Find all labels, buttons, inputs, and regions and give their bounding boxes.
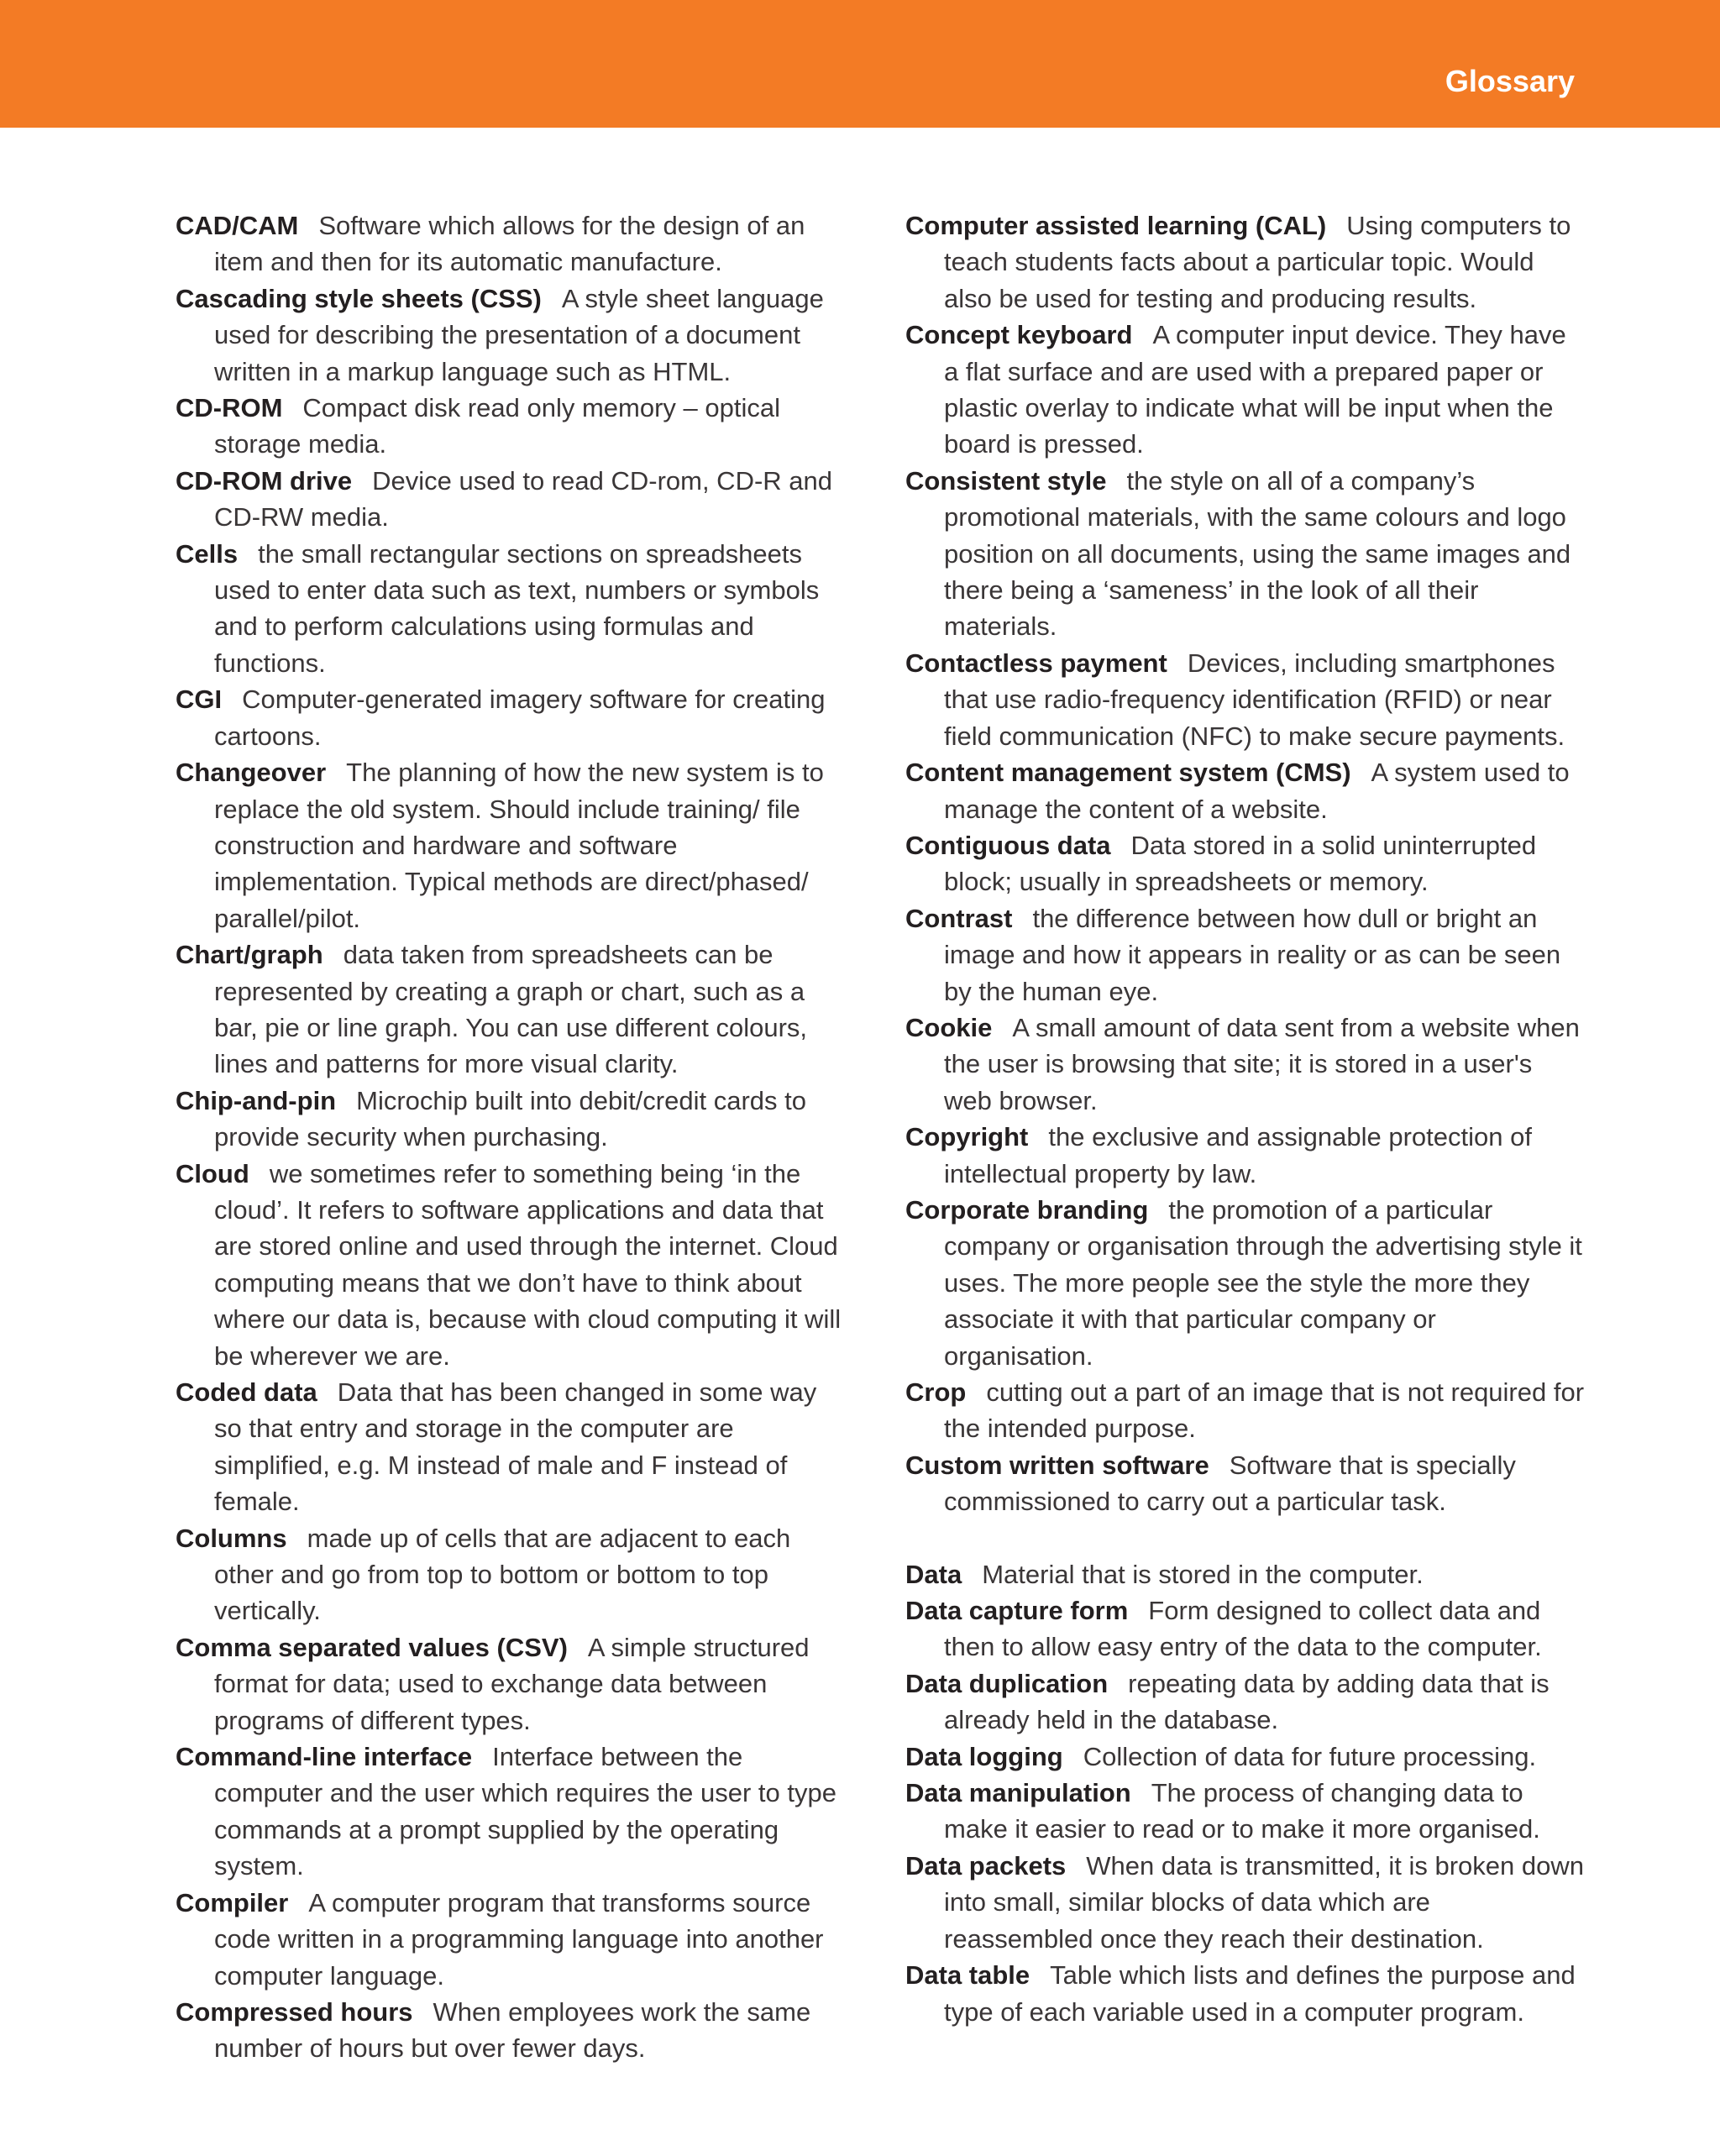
glossary-entry xyxy=(905,900,1586,1010)
glossary-term: Comma separated values (CSV) xyxy=(176,1632,568,1662)
glossary-definition: A style sheet language used for describing the presentation of a document written in a markup language such as HTML. xyxy=(214,283,824,386)
glossary-definition: the style on all of a company’s promotional materials, with the same colours and logo position on all documents, using the same images and there being a ‘sameness’ in the look of all their materials. xyxy=(944,465,1571,642)
glossary-term: Compiler xyxy=(176,1887,289,1917)
header-band xyxy=(0,0,1720,128)
glossary-definition: Compact disk read only memory – optical storage media. xyxy=(214,393,780,459)
glossary-term: Content management system (CMS) xyxy=(905,758,1351,788)
glossary-entry xyxy=(905,1739,1586,1775)
glossary-entry xyxy=(176,463,847,536)
glossary-entry xyxy=(176,1885,847,1994)
glossary-definition: A small amount of data sent from a website when the user is browsing that site; it is stored in a user's web browser. xyxy=(944,1012,1580,1115)
glossary-entry xyxy=(905,1957,1586,2030)
glossary-term: CD-ROM xyxy=(176,393,283,423)
glossary-definition: When data is transmitted, it is broken down into small, similar blocks of data which are reassembled once they reach their destination. xyxy=(944,1850,1585,1954)
glossary-entry xyxy=(905,1374,1586,1447)
glossary-entry xyxy=(905,754,1586,827)
glossary-definition: Computer-generated imagery software for creating cartoons. xyxy=(214,685,826,751)
glossary-entry xyxy=(176,1629,847,1739)
glossary-entry xyxy=(905,207,1586,317)
glossary-definition: Device used to read CD-rom, CD-R and CD-RW media. xyxy=(214,465,832,532)
glossary-definition: A computer input device. They have a flat surface and are used with a prepared paper or plastic overlay to indicate what will be input when the board is pressed. xyxy=(944,320,1566,459)
glossary-term: Command-line interface xyxy=(176,1742,473,1772)
glossary-definition: the promotion of a particular company or organisation through the advertising style it uses. The more people see the style the more they associate it with that particular company or organisation. xyxy=(944,1194,1582,1371)
glossary-entry xyxy=(176,1994,847,2067)
glossary-definition: A computer program that transforms source code written in a programming language into another computer language. xyxy=(214,1887,824,1991)
glossary-entry xyxy=(905,317,1586,463)
glossary-definition: Using computers to teach students facts about a particular topic. Would also be used for testing and producing results. xyxy=(944,211,1571,313)
glossary-term: Copyright xyxy=(905,1122,1029,1152)
glossary-definition: the small rectangular sections on spreadsheets used to enter data such as text, numbers or symbols and to perform calculations using formulas and functions. xyxy=(214,538,820,678)
glossary-entry xyxy=(905,1556,1586,1592)
glossary-definition: Material that is stored in the computer. xyxy=(982,1559,1424,1589)
glossary-definition: A simple structured format for data; used to exchange data between programs of different types. xyxy=(214,1632,810,1735)
glossary-column-left xyxy=(176,207,847,2067)
glossary-term: Data capture form xyxy=(905,1596,1129,1626)
glossary-term: Cascading style sheets (CSS) xyxy=(176,283,542,313)
glossary-entry xyxy=(905,1192,1586,1374)
glossary-definition: Data stored in a solid uninterrupted block; usually in spreadsheets or memory. xyxy=(944,830,1537,897)
glossary-definition: The process of changing data to make it easier to read or to make it more organised. xyxy=(944,1778,1540,1844)
glossary-definition: data taken from spreadsheets can be represented by creating a graph or chart, such as a bar, pie or line graph. You can use different colours, lines and patterns for more visual clarity. xyxy=(214,940,808,1079)
glossary-definition: Software that is specially commissioned to carry out a particular task. xyxy=(944,1450,1516,1517)
page-title: Glossary xyxy=(1445,64,1575,98)
glossary-term: Cloud xyxy=(176,1158,249,1188)
glossary-definition: Form designed to collect data and then to allow easy entry of the data to the computer. xyxy=(944,1596,1542,1662)
glossary-definition: Microchip built into debit/credit cards to provide security when purchasing. xyxy=(214,1085,806,1152)
glossary-entry xyxy=(176,1520,847,1629)
glossary-term: Concept keyboard xyxy=(905,320,1133,350)
glossary-entry xyxy=(905,1775,1586,1848)
glossary-term: Contiguous data xyxy=(905,830,1111,860)
glossary-term: Changeover xyxy=(176,758,327,788)
glossary-entry xyxy=(905,1666,1586,1739)
glossary-definition: the exclusive and assignable protection of intellectual property by law. xyxy=(944,1122,1532,1188)
glossary-definition: repeating data by adding data that is already held in the database. xyxy=(944,1668,1550,1735)
glossary-term: Data packets xyxy=(905,1850,1067,1881)
glossary-term: Contrast xyxy=(905,903,1013,933)
glossary-term: Computer assisted learning (CAL) xyxy=(905,211,1327,240)
glossary-entry xyxy=(176,207,847,281)
glossary-entry xyxy=(905,645,1586,754)
glossary-entry xyxy=(905,827,1586,900)
glossary-definition: Devices, including smartphones that use radio-frequency identification (RFID) or near field communication (NFC) to make secure payments. xyxy=(944,648,1565,751)
glossary-entry xyxy=(905,1010,1586,1119)
glossary-entry xyxy=(176,390,847,463)
glossary-definition: Table which lists and defines the purpose and type of each variable used in a computer program. xyxy=(944,1960,1576,2027)
glossary-term: Data logging xyxy=(905,1741,1063,1771)
glossary-term: Columns xyxy=(176,1523,287,1553)
glossary-definition: A system used to manage the content of a website. xyxy=(944,758,1570,824)
glossary-column-right xyxy=(905,207,1586,2030)
glossary-term: Chip-and-pin xyxy=(176,1085,337,1115)
glossary-definition: the difference between how dull or bright an image and how it appears in reality or as can be seen by the human eye. xyxy=(944,903,1561,1006)
glossary-entry xyxy=(176,1739,847,1885)
glossary-entry xyxy=(176,936,847,1083)
glossary-entry xyxy=(176,681,847,754)
glossary-definition: When employees work the same number of hours but over fewer days. xyxy=(214,1996,811,2064)
glossary-entry xyxy=(176,1156,847,1374)
glossary-definition: cutting out a part of an image that is not required for the intended purpose. xyxy=(944,1377,1585,1444)
glossary-term: Contactless payment xyxy=(905,648,1167,678)
glossary-term: Data xyxy=(905,1559,962,1589)
glossary-entry xyxy=(905,463,1586,645)
glossary-definition: we sometimes refer to something being ‘in the cloud’. It refers to software applications and data that are stored online and used through the internet. Cloud computing means that we don’t have to think about where our data is, because with cloud computing it will be wherever we are. xyxy=(214,1158,842,1371)
glossary-term: Data duplication xyxy=(905,1668,1109,1698)
glossary-definition: made up of cells that are adjacent to each other and go from top to bottom or bottom to top vertically. xyxy=(214,1523,791,1626)
glossary-term: CAD/CAM xyxy=(176,211,299,240)
glossary-definition: Collection of data for future processing. xyxy=(1083,1741,1537,1771)
glossary-term: Crop xyxy=(905,1377,967,1407)
glossary-term: Chart/graph xyxy=(176,940,323,970)
glossary-term: Corporate branding xyxy=(905,1194,1149,1225)
glossary-term: Coded data xyxy=(176,1377,317,1407)
glossary-term: Data table xyxy=(905,1960,1030,1991)
glossary-entry xyxy=(905,1592,1586,1666)
glossary-entry xyxy=(176,1374,847,1520)
glossary-term: Cells xyxy=(176,538,239,569)
glossary-term: Custom written software xyxy=(905,1450,1209,1480)
glossary-entry xyxy=(905,1119,1586,1192)
glossary-definition: The planning of how the new system is to replace the old system. Should include training/ file construction and hardware and software implementation. Typical methods are direct/phased/ parallel/pilot. xyxy=(214,758,824,933)
glossary-entry xyxy=(176,1083,847,1156)
glossary-entry xyxy=(176,754,847,936)
glossary-definition: Interface between the computer and the user which requires the user to type commands at a prompt supplied by the operating system. xyxy=(214,1742,836,1881)
glossary-term: Cookie xyxy=(905,1012,993,1042)
glossary-term: Compressed hours xyxy=(176,1996,413,2027)
glossary-definition: Data that has been changed in some way so that entry and storage in the computer are simplified, e.g. M instead of male and F instead of female. xyxy=(214,1377,817,1517)
glossary-term: Data manipulation xyxy=(905,1778,1131,1808)
glossary-term: CD-ROM drive xyxy=(176,465,353,496)
glossary-entry xyxy=(176,536,847,682)
glossary-entry xyxy=(905,1848,1586,1957)
glossary-term: Consistent style xyxy=(905,465,1107,496)
glossary-definition: Software which allows for the design of an item and then for its automatic manufacture. xyxy=(214,211,805,277)
glossary-term: CGI xyxy=(176,685,223,715)
glossary-entry xyxy=(176,281,847,390)
glossary-entry xyxy=(905,1447,1586,1520)
